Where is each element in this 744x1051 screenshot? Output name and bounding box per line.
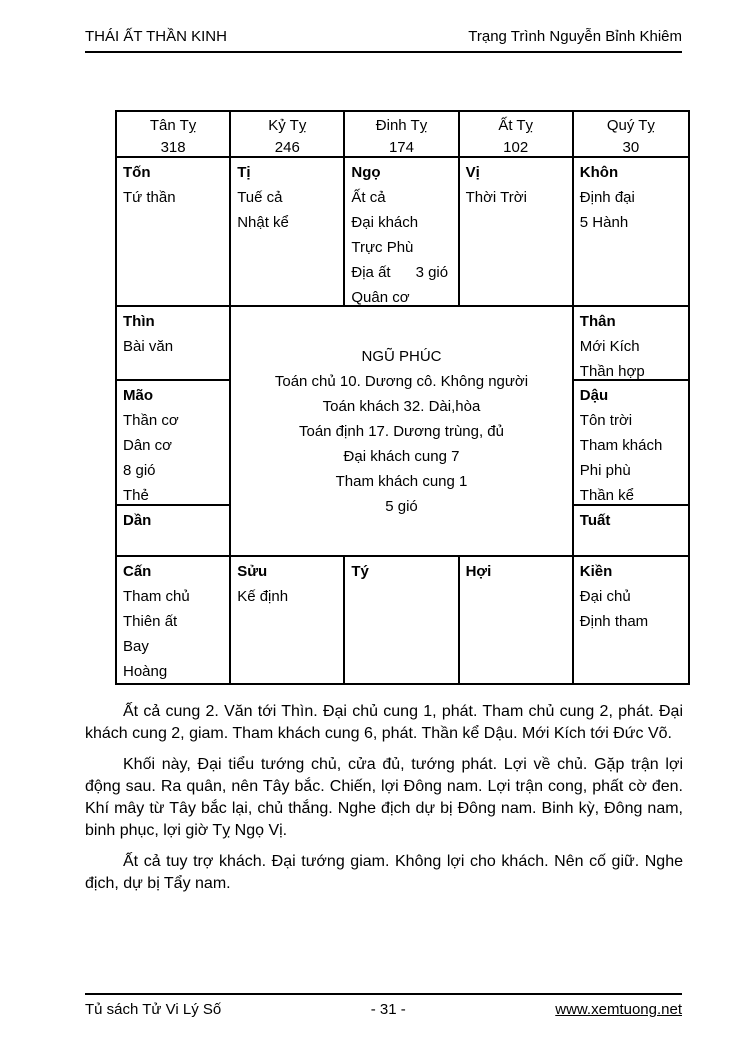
center-title: NGŨ PHÚC <box>361 347 442 365</box>
year-name: Kỷ Tỵ <box>268 117 307 134</box>
cell-line: Tôn trời <box>579 412 633 429</box>
center-line: Toán khách 32. Dài,hòa <box>322 397 481 415</box>
branch-title: Thân <box>579 313 616 330</box>
center-line: Đại khách cung 7 <box>343 447 460 465</box>
cell-line: Hoàng <box>123 663 168 680</box>
cell-line: Thần cơ <box>123 412 179 429</box>
cell-ky-ty <box>231 112 345 158</box>
cell-quy-ty <box>574 112 688 158</box>
branch-title: Sửu <box>237 563 268 580</box>
year-name: Tân Tỵ <box>149 117 197 134</box>
cell-line: Ất cả <box>351 189 386 206</box>
center-line: Toán định 17. Dương trùng, đủ <box>298 422 504 440</box>
year-name: Quý Tỵ <box>606 117 655 134</box>
footer-website-link[interactable]: www.xemtuong.net <box>555 1001 682 1018</box>
paragraph-2: Khối này, Đại tiểu tướng chủ, cửa đủ, tướng phát. Lợi về chủ. Gặp trận lợi động sau. Ra quân, nên Tây bắc. Chiến, lợi Đông nam. Lợi trận cong, phất cờ đen. Khí mây từ Tây bắc lại, chủ thắng. Nghe địch dự bị Đông nam. Binh kỳ, Đông nam, binh phục, lợi giờ Tỵ Ngọ Vị. <box>85 756 683 839</box>
cell-line: Dân cơ <box>123 437 173 454</box>
cell-line: Thần kể <box>579 487 634 504</box>
branch-title: Dậu <box>579 387 609 404</box>
cell-line: 5 Hành <box>579 214 629 231</box>
cell-kien <box>574 557 688 683</box>
cell-dan <box>117 506 231 557</box>
cell-line: Phi phù <box>579 462 631 479</box>
year-value: 102 <box>503 139 529 156</box>
cell-line: Kế định <box>237 588 289 605</box>
year-value: 30 <box>622 139 640 156</box>
cell-line: Thiên ất <box>123 613 178 630</box>
branch-title: Cấn <box>123 563 152 580</box>
branch-title: Tý <box>351 563 369 580</box>
cell-than <box>574 307 688 381</box>
paragraph-1: Ất cả cung 2. Văn tới Thìn. Đại chủ cung 1, phát. Tham chủ cung 2, phát. Đại khách cung 2, giam. Tham khách cung 6, phát. Thần kể Dậu. Mới Kích tới Đức Võ. <box>85 703 683 742</box>
center-line: Tham khách cung 1 <box>335 472 468 490</box>
cell-ngo <box>345 158 459 307</box>
cell-can <box>117 557 231 683</box>
cell-line: Định đại <box>579 189 635 206</box>
cell-line: Thẻ <box>123 487 149 504</box>
cell-line: Địa ất 3 gió <box>351 264 449 281</box>
cell-mao <box>117 381 231 506</box>
year-name: Ất Tỵ <box>498 117 534 134</box>
branch-title: Mão <box>123 387 153 404</box>
cell-hoi <box>460 557 574 683</box>
cell-line: Quân cơ <box>351 289 410 306</box>
paragraph-3: Ất cả tuy trợ khách. Đại tướng giam. Không lợi cho khách. Nên cố giữ. Nghe địch, dự bị Tẩy nam. <box>85 853 683 892</box>
cell-line: Tham chủ <box>123 588 190 605</box>
book-title: THÁI ẤT THẦN KINH <box>85 28 227 45</box>
cell-ti <box>231 158 345 307</box>
branch-title: Ngọ <box>351 164 381 181</box>
branch-title: Vị <box>465 164 480 181</box>
cell-vi <box>460 158 574 307</box>
cell-dau <box>574 381 688 506</box>
cell-line: Bài văn <box>123 338 174 355</box>
cell-at-ty <box>460 112 574 158</box>
cell-dinh-ty <box>345 112 459 158</box>
footer-series-title: Tủ sách Tử Vi Lý Số <box>85 1001 222 1018</box>
cell-ty <box>345 557 459 683</box>
page-header <box>85 28 682 53</box>
cell-line: Tứ thần <box>123 189 176 206</box>
branch-title: Tốn <box>123 164 151 181</box>
branch-title: Dần <box>123 512 152 529</box>
branch-title: Kiền <box>579 563 613 580</box>
cell-line: Định tham <box>579 613 649 630</box>
center-line: Toán chủ 10. Dương cô. Không người <box>274 372 529 390</box>
page-number: - 31 - <box>370 1001 406 1018</box>
cell-line: Thời Trời <box>465 189 527 206</box>
year-value: 174 <box>388 139 414 156</box>
interpretation-text <box>85 701 683 904</box>
cell-ton <box>117 158 231 307</box>
branch-title: Thìn <box>123 313 155 330</box>
cell-tuat <box>574 506 688 557</box>
thai-at-chart-table <box>115 110 690 685</box>
cell-line: 8 gió <box>123 462 156 479</box>
cell-line: Tuế cả <box>237 189 283 206</box>
cell-line: Thần hợp <box>579 363 645 380</box>
branch-title: Khôn <box>579 164 619 181</box>
branch-title: Tuất <box>579 512 611 529</box>
cell-line: Bay <box>123 638 149 655</box>
branch-title: Tị <box>237 164 251 181</box>
cell-line: Đại khách <box>351 214 419 231</box>
year-value: 246 <box>274 139 300 156</box>
cell-line: Nhật kể <box>237 214 289 231</box>
author-name: Trạng Trình Nguyễn Bỉnh Khiêm <box>468 28 682 45</box>
cell-line: Đại chủ <box>579 588 631 605</box>
center-line: 5 gió <box>385 497 418 515</box>
center-summary-cell <box>231 307 574 557</box>
page-footer <box>85 993 682 1018</box>
cell-tan-ty <box>117 112 231 158</box>
year-value: 318 <box>160 139 186 156</box>
year-name: Đinh Tỵ <box>375 117 428 134</box>
cell-line: Trực Phù <box>351 239 414 256</box>
branch-title: Hợi <box>465 563 492 580</box>
cell-thin <box>117 307 231 381</box>
cell-line: Tham khách <box>579 437 663 454</box>
cell-khon <box>574 158 688 307</box>
cell-line: Mới Kích <box>579 338 640 355</box>
cell-suu <box>231 557 345 683</box>
